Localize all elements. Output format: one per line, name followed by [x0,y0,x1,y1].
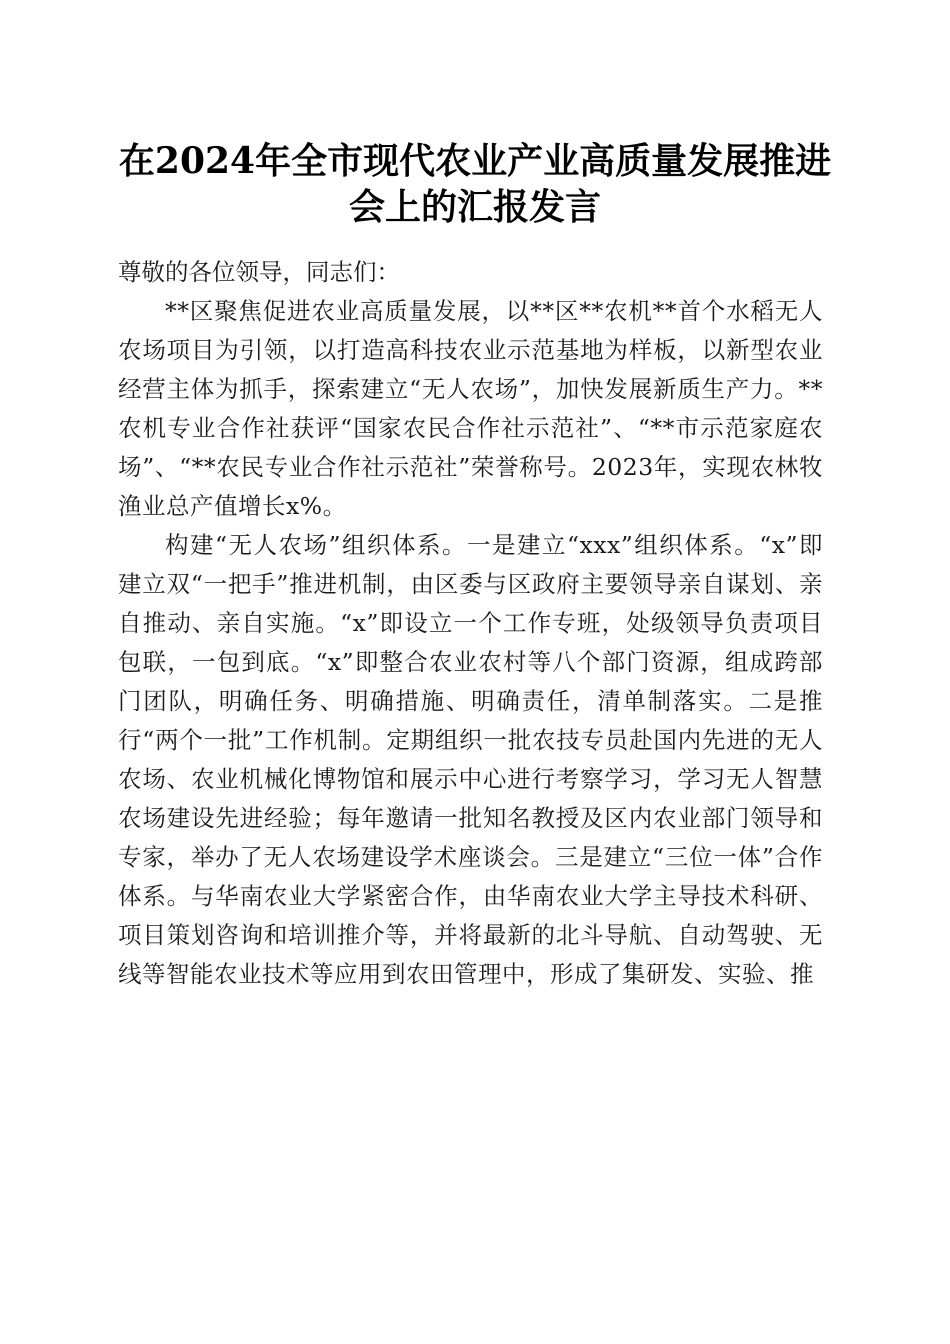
document-body [118,253,823,994]
salutation: 尊敬的各位领导，同志们： [118,258,400,286]
paragraph-organization-system: 构建“无人农场”组织体系。一是建立“xxx”组织体系。“x”即建立双“一把手”推进机制，由区委与区政府主要领导亲自谋划、亲自推动、亲自实施。“x”即设立一个工作专班，处级领导负责项目包联，一包到底。“x”即整合农业农村等八个部门资源，组成跨部门团队，明确任务、明确措施、明确责任，清单制落实。二是推行“两个一批”工作机制。定期组织一批农技专员赴国内先进的无人农场、农业机械化博物馆和展示中心进行考察学习，学习无人智慧农场建设先进经验；每年邀请一批知名教授及区内农业部门领导和专家，举办了无人农场建设学术座谈会。三是建立“三位一体”合作体系。与华南农业大学紧密合作，由华南农业大学主导技术科研、项目策划咨询和培训推介等，并将最新的北斗导航、自动驾驶、无线等智能农业技术等应用到农田管理中，形成了集研发、实验、推 [118,531,823,988]
paragraph-intro: **区聚焦促进农业高质量发展，以**区**农机**首个水稻无人农场项目为引领，以打造高科技农业示范基地为样板，以新型农业经营主体为抓手，探索建立“无人农场”，加快发展新质生产力。**农机专业合作社获评“国家农民合作社示范社”、“**市示范家庭农场”、“**农民专业合作社示范社”荣誉称号。2023年，实现农林牧渔业总产值增长x%。 [118,297,823,520]
document-title: 在2024年全市现代农业产业高质量发展推进会上的汇报发言 [118,140,832,228]
